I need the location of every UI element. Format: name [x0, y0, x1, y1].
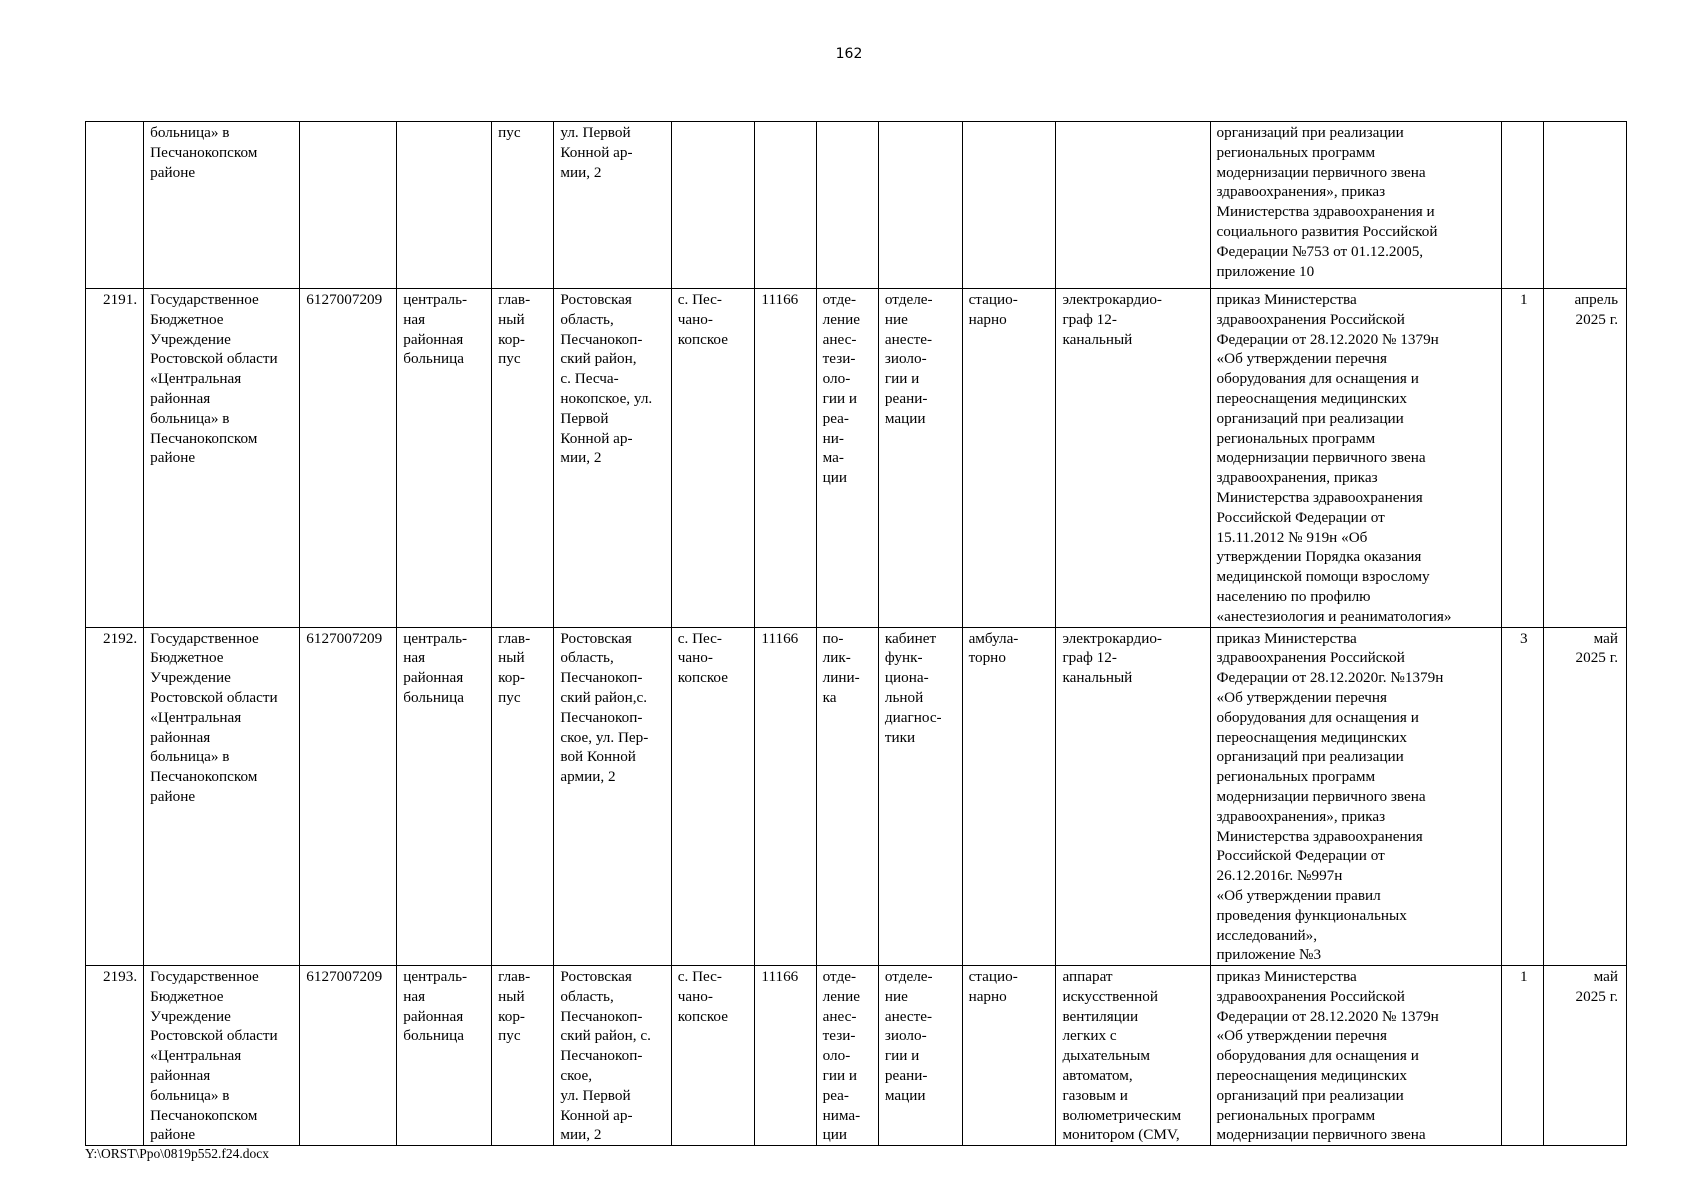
cell-care-form: стацио- нарно: [962, 966, 1056, 1146]
cell-legal-basis: организаций при реализации региональных программ модернизации первичного звена здравоохранения», приказ Министерства здравоохранения и социального развития Российской Федерации №753 от 01.12.2005, приложение 10: [1210, 122, 1502, 289]
cell-department: по- лик- лини- ка: [816, 627, 878, 966]
cell-due-date: май 2025 г.: [1544, 966, 1627, 1146]
cell-due-date: апрель 2025 г.: [1544, 289, 1627, 628]
cell-address: ул. Первой Конной ар- мии, 2: [554, 122, 671, 289]
page-number: 162: [835, 46, 863, 62]
cell-inn: 6127007209: [300, 627, 397, 966]
cell-locality: с. Пес- чано- копское: [671, 627, 755, 966]
cell-due-date: май 2025 г.: [1544, 627, 1627, 966]
file-path-footer: Y:\ORST\Ppo\0819p552.f24.docx: [85, 1146, 270, 1161]
cell-legal-basis: приказ Министерства здравоохранения Российской Федерации от 28.12.2020 № 1379н «Об утверждении перечня оборудования для оснащения и переоснащения медицинских организаций при реализации региональных программ модернизации первичного звена здравоохранения, приказ Министерства здравоохранения Российской Федерации от 15.11.2012 № 919н «Об утверждении Порядка оказания медицинской помощи взрослому населению по профилю «анестезиология и реаниматология»: [1210, 289, 1502, 628]
cell-row-number: [86, 122, 144, 289]
cell-equipment: электрокардио- граф 12- канальный: [1056, 289, 1210, 628]
cell-institution-type: централь- ная районная больница: [397, 289, 492, 628]
cell-institution-type: централь- ная районная больница: [397, 627, 492, 966]
cell-code: 11166: [755, 289, 816, 628]
cell-address: Ростовская область, Песчанокоп- ский район, с. Песча- нокопское, ул. Первой Конной ар- мии, 2: [554, 289, 671, 628]
cell-locality: [671, 122, 755, 289]
cell-equipment: электрокардио- граф 12- канальный: [1056, 627, 1210, 966]
cell-row-number: 2191.: [86, 289, 144, 628]
cell-organization: Государственное Бюджетное Учреждение Ростовской области «Центральная районная больница» в Песчанокопском районе: [144, 627, 300, 966]
cell-code: [755, 122, 816, 289]
cell-care-form: стацио- нарно: [962, 289, 1056, 628]
table-row: [86, 627, 1627, 966]
cell-department: отде- ление анес- тези- оло- гии и реа- нима- ции: [816, 966, 878, 1146]
cell-subdivision: отделе- ние анесте- зиоло- гии и реани- мации: [878, 289, 962, 628]
cell-code: 11166: [755, 966, 816, 1146]
cell-building: глав- ный кор- пус: [492, 627, 554, 966]
cell-row-number: 2192.: [86, 627, 144, 966]
cell-quantity: 3: [1502, 627, 1544, 966]
cell-care-form: [962, 122, 1056, 289]
cell-subdivision: [878, 122, 962, 289]
cell-locality: с. Пес- чано- копское: [671, 966, 755, 1146]
cell-inn: 6127007209: [300, 289, 397, 628]
cell-equipment: [1056, 122, 1210, 289]
cell-inn: 6127007209: [300, 966, 397, 1146]
cell-row-number: 2193.: [86, 966, 144, 1146]
cell-quantity: 1: [1502, 966, 1544, 1146]
cell-department: [816, 122, 878, 289]
cell-institution-type: централь- ная районная больница: [397, 966, 492, 1146]
cell-address: Ростовская область, Песчанокоп- ский район, с. Песчанокоп- ское, ул. Первой Конной ар- мии, 2: [554, 966, 671, 1146]
cell-equipment: аппарат искусственной вентиляции легких с дыхательным автоматом, газовым и волюметрическим монитором (CMV,: [1056, 966, 1210, 1146]
cell-due-date: [1544, 122, 1627, 289]
cell-subdivision: отделе- ние анесте- зиоло- гии и реани- мации: [878, 966, 962, 1146]
cell-code: 11166: [755, 627, 816, 966]
table-row: [86, 966, 1627, 1146]
cell-building: глав- ный кор- пус: [492, 289, 554, 628]
cell-locality: с. Пес- чано- копское: [671, 289, 755, 628]
cell-legal-basis: приказ Министерства здравоохранения Российской Федерации от 28.12.2020г. №1379н «Об утверждении перечня оборудования для оснащения и переоснащения медицинских организаций при реализации региональных программ модернизации первичного звена здравоохранения», приказ Министерства здравоохранения Российской Федерации от 26.12.2016г. №997н «Об утверждении правил проведения функциональных исследований», приложение №3: [1210, 627, 1502, 966]
cell-building: глав- ный кор- пус: [492, 966, 554, 1146]
cell-quantity: 1: [1502, 289, 1544, 628]
table-body: [86, 122, 1627, 1146]
equipment-table: [85, 121, 1627, 1146]
cell-legal-basis: приказ Министерства здравоохранения Российской Федерации от 28.12.2020 № 1379н «Об утверждении перечня оборудования для оснащения и переоснащения медицинских организаций при реализации региональных программ модернизации первичного звена: [1210, 966, 1502, 1146]
cell-organization: Государственное Бюджетное Учреждение Ростовской области «Центральная районная больница» в Песчанокопском районе: [144, 289, 300, 628]
table-row: [86, 122, 1627, 289]
cell-institution-type: [397, 122, 492, 289]
cell-organization: больница» в Песчанокопском районе: [144, 122, 300, 289]
table-row: [86, 289, 1627, 628]
cell-quantity: [1502, 122, 1544, 289]
cell-care-form: амбула- торно: [962, 627, 1056, 966]
cell-address: Ростовская область, Песчанокоп- ский район,с. Песчанокоп- ское, ул. Пер- вой Конной армии, 2: [554, 627, 671, 966]
cell-inn: [300, 122, 397, 289]
cell-department: отде- ление анес- тези- оло- гии и реа- ни- ма- ции: [816, 289, 878, 628]
cell-subdivision: кабинет функ- циона- льной диагнос- тики: [878, 627, 962, 966]
cell-organization: Государственное Бюджетное Учреждение Ростовской области «Центральная районная больница» в Песчанокопском районе: [144, 966, 300, 1146]
cell-building: пус: [492, 122, 554, 289]
